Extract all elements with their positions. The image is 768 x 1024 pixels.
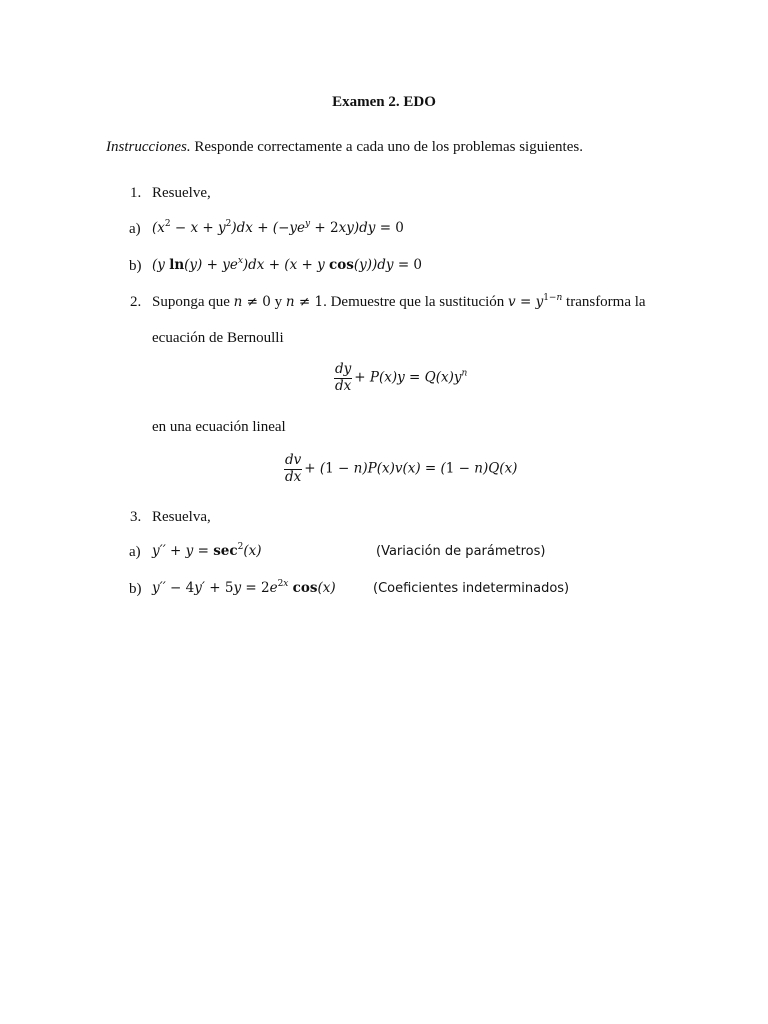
linear-equation: $\frac{dv}{dx}$ + (1 − n)P(x)v(x) = (1 − n)Q(x)	[285, 452, 518, 485]
dy-dx-fraction: $\frac{dy}{dx}$	[335, 361, 352, 394]
problem-1a-label: a)	[129, 221, 141, 237]
bernoulli-equation: $\frac{dy}{dx}$ + $P(x)y = Q(x)y^n$	[335, 361, 468, 394]
problem-3b-method: (Coeficientes indeterminados)	[373, 581, 570, 596]
instructions-label: Instrucciones.	[106, 139, 191, 155]
problem-3-number: 3.	[130, 509, 142, 525]
problem-1-number: 1.	[130, 185, 142, 201]
instructions-text: Responde correctamente a cada uno de los problemas siguientes.	[190, 139, 583, 155]
problem-1-heading: Resuelve,	[152, 185, 211, 201]
problem-3b-label: b)	[129, 581, 142, 597]
problem-1b-label: b)	[129, 258, 142, 274]
dv-dx-fraction: $\frac{dv}{dx}$	[285, 452, 302, 485]
problem-2-line2: ecuación de Bernoulli	[152, 330, 284, 346]
problem-2-statement	[152, 295, 646, 310]
problem-2-number: 2.	[130, 294, 142, 310]
problem-3a-label: a)	[129, 544, 141, 560]
problem-2-text-b: y	[270, 294, 286, 310]
exam-title: Examen 2. EDO	[332, 94, 436, 110]
condition-n-not-1: n ≠ 1	[285, 294, 324, 310]
substitution: $v = y^{1-n}$	[508, 293, 563, 310]
problem-3-heading: Resuelva,	[152, 509, 211, 525]
problem-2-text-d: transforma la	[562, 294, 646, 310]
problem-1a-equation: $(x^2 - x + y^2)dx + (-ye^y + 2xy)dy = 0$	[152, 219, 404, 236]
problem-3b-equation: $y'' - 4y' + 5y = 2e^{2x}$ cos(x)	[152, 579, 336, 596]
problem-1b-equation: (y $\ln(y) + ye^x)dx + (x + y$ cos(y))dy = 0	[152, 256, 423, 273]
condition-n-not-0: n ≠ 0	[233, 294, 271, 310]
instructions	[106, 140, 583, 155]
problem-2-text-a: Suponga que	[152, 294, 234, 310]
problem-2-text-c: . Demuestre que la sustitución	[323, 294, 509, 310]
problem-3a-equation: $y'' + y = \sec^2(x)$	[152, 542, 262, 559]
problem-2-line3: en una ecuación lineal	[152, 419, 286, 435]
problem-3a-method: (Variación de parámetros)	[376, 544, 546, 559]
